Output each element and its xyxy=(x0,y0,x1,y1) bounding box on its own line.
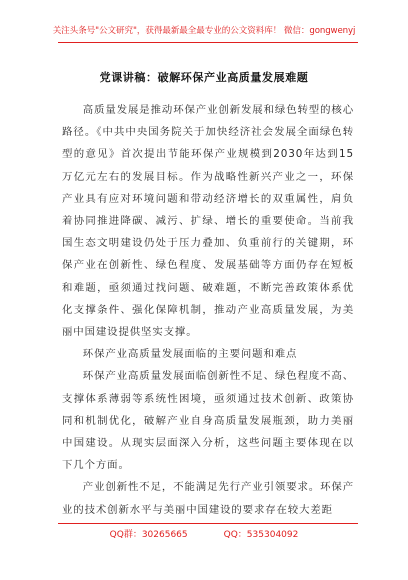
qq-number: QQ：535304092 xyxy=(223,530,299,540)
qq-group-number: QQ群：30265665 xyxy=(109,530,188,540)
paragraph-innovation: 产业创新性不足，不能满足先行产业引领要求。环保产业的技术创新水平与美丽中国建设的要求存在较大差距 xyxy=(62,481,354,516)
document-title: 党课讲稿：破解环保产业高质量发展难题 xyxy=(99,71,309,84)
footer-contact xyxy=(0,527,408,540)
paragraph-overview: 环保产业高质量发展面临创新性不足、绿色程度不高、支撑体系薄弱等系统性困境，亟须通过技术创新、政策协同和机制优化，破解产业自身高质量发展瓶颈，助力美丽中国建设。从现实层面深入分析，这些问题主要体现在以下几个方面。 xyxy=(62,370,354,472)
promo-banner: 关注头条号"公文研究"，获得最新最全最专业的公文资料库！ 微信：gongwenyj xyxy=(52,26,356,36)
document-body xyxy=(62,99,354,521)
footer-divider xyxy=(58,523,358,524)
paragraph-intro: 高质量发展是推动环保产业创新发展和绿色转型的核心路径。《中共中央国务院关于加快经济社会发展全面绿色转型的意见》首次提出节能环保产业规模到2030年达到15万亿元左右的发展目标。作为战略性新兴产业之一，环保产业具有应对环境问题和带动经济增长的双重属性，肩负着协同推进降碳、减污、扩绿、增长的重要使命。当前我国生态文明建设仍处于压力叠加、负重前行的关键期，环保产业在创新性、绿色程度、发展基础等方面仍存在短板和难题，亟须通过找问题、破难题，不断完善政策体系优化支撑条件、强化保障机制，推动产业高质量发展，为美丽中国建设提供坚实支撑。 xyxy=(62,104,354,339)
header-divider xyxy=(58,42,358,43)
section-heading: 环保产业高质量发展面临的主要问题和难点 xyxy=(82,348,298,361)
